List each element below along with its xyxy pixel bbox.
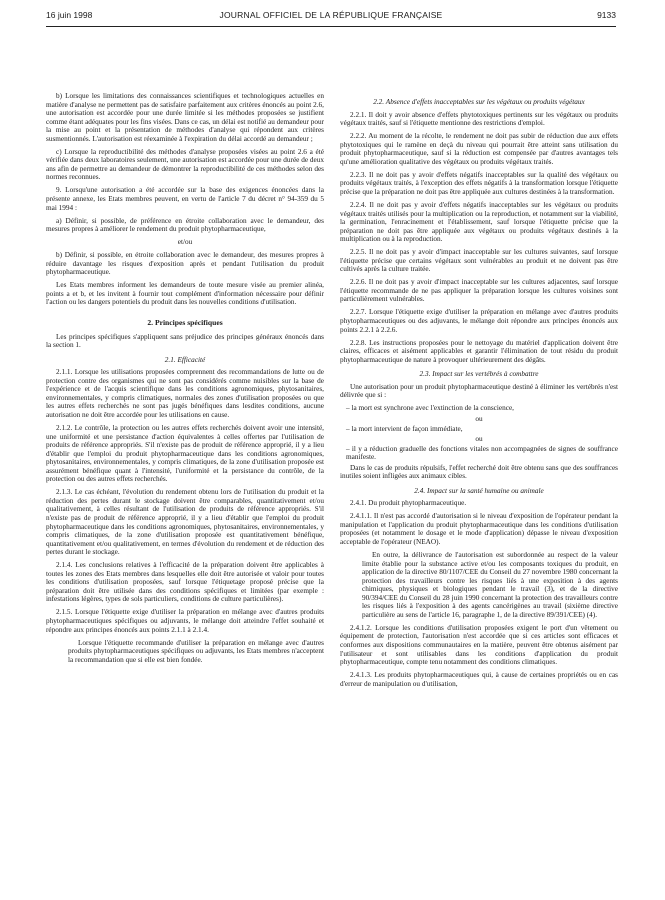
paragraph: b) Définir, si possible, en étroite collaboration avec le demandeur, des mesures propres à réduire davantage les risques d'exposition après et pendant l'utilisation du produit phytopharmaceutique. — [46, 251, 324, 277]
paragraph: 2.1.2. Le contrôle, la protection ou les autres effets recherchés doivent avoir une intensité, une uniformité et une persistance d'action équivalentes à celles offertes par l'utilisation de produits de référence appropriés. S'il n'existe pas de produit de référence approprié, il y a lieu d'établir que l'emploi du produit phytopharmaceutique dans les conditions agronomiques, phytosanitaires, environnementales, y compris climatiques, de la zone d'utilisation proposée est assurément bénéfique quant à l'intensité, l'uniformité et la persistance du contrôle, de la protection ou des autres effets recherchés. — [46, 424, 324, 484]
section-heading: 2. Principes spécifiques — [147, 318, 223, 328]
or-connector: ou — [475, 435, 483, 444]
paragraph: Dans le cas de produits répulsifs, l'effet recherché doit être obtenu sans que des souffrances inutiles soient infligées aux animaux cibles. — [340, 463, 618, 481]
or-connector: ou — [475, 414, 483, 423]
paragraph: 2.1.4. Les conclusions relatives à l'efficacité de la préparation doivent être applicables à toutes les zones des Etats membres dans lesquelles elle doit être autorisée et valoir pour toutes les conditions d'utilisation proposées, sauf lorsque l'étiquetage proposé précise que la préparation doit être utilisée dans des conditions spécifiques et limitées (par exemple : infestations légères, types de sols particuliers, conditions de culture particulières). — [46, 561, 324, 604]
paragraph: Lorsque l'étiquette recommande d'utiliser la préparation en mélange avec d'autres produits phytopharmaceutiques spécifiques ou adjuvants, les Etats membres n'acceptent la recommandation que si elle est bien fondée. — [68, 638, 324, 664]
subsection-heading: 2.4. Impact sur la santé humaine ou animale — [414, 486, 544, 495]
header-date: 16 juin 1998 — [46, 10, 93, 20]
paragraph: 2.4.1. Du produit phytopharmaceutique. — [350, 499, 467, 508]
paragraph: En outre, la délivrance de l'autorisation est subordonnée au respect de la valeur limite établie pour la substance active et/ou les composants toxiques du produit, en application de la directive 80/1107/CEE du Conseil du 27 novembre 1980 concernant la protection des travailleurs contre les risques liés à une exposition à des agents chimiques, physiques et biologiques pendant le travail (3), et de la directive 90/394/CEE du Conseil du 28 juin 1990 concernant la protection des travailleurs contre les risques liés à l'exposition à des agents cancérigènes au travail (sixième directive particulière au sens de l'article 16, paragraphe 1, de la directive 89/391/CEE) (4). — [362, 551, 618, 619]
subsection-heading: 2.3. Impact sur les vertébrés à combattre — [419, 370, 539, 379]
paragraph: 2.2.7. Lorsque l'étiquette exige d'utiliser la préparation en mélange avec d'autres produits phytopharmaceutiques ou des adjuvants, le mélange doit répondre aux principes énoncés aux points 2.2.1 à 2.2.6. — [340, 308, 618, 334]
right-column — [340, 92, 618, 693]
list-item: – la mort est synchrone avec l'extinction de la conscience, — [346, 404, 514, 413]
paragraph: 2.2.2. Au moment de la récolte, le rendement ne doit pas subir de réduction due aux effets phytotoxiques qui le ramène en deçà du niveau qui pourrait être atteint sans utilisation du produit phytopharmaceutique, sauf si la réduction est compensée par d'autres avantages tels qu'une amélioration qualitative des végétaux ou produits végétaux traités. — [340, 132, 618, 166]
paragraph: Une autorisation pour un produit phytopharmaceutique destiné à éliminer les vertébrés n'est délivrée que si : — [340, 382, 618, 400]
paragraph: 2.2.3. Il ne doit pas y avoir d'effets négatifs inacceptables sur la qualité des végétaux ou produits végétaux traités, à l'exception des effets négatifs à la transformation lorsque l'étiquette précise que la préparation ne doit pas être appliquée aux cultures destinées à la transformation. — [340, 170, 618, 196]
paragraph: 2.4.1.1. Il n'est pas accordé d'autorisation si le niveau d'exposition de l'opérateur pendant la manipulation et l'application du produit phytopharmaceutique dans les conditions d'utilisation proposées (et notamment le dosage et le mode d'application) dépasse le niveau d'exposition acceptable de l'opérateur (NEAO). — [340, 512, 618, 547]
paragraph: 9. Lorsqu'une autorisation a été accordée sur la base des exigences énoncées dans la présente annexe, les Etats membres peuvent, en vertu de l'article 7 du décret n° 94-359 du 5 mai 1994 : — [46, 186, 324, 212]
paragraph: 2.2.1. Il doit y avoir absence d'effets phytotoxiques pertinents sur les végétaux ou produits végétaux traités, sauf si l'étiquette mentionne des restrictions d'emploi. — [340, 110, 618, 128]
paragraph: 2.4.1.3. Les produits phytopharmaceutiques qui, à cause de certaines propriétés ou en cas d'erreur de manipulation ou d'utilisation, — [340, 671, 618, 688]
header-rule — [46, 26, 616, 27]
subsection-heading: 2.1. Efficacité — [164, 355, 206, 364]
paragraph: 2.1.1. Lorsque les utilisations proposées comprennent des recommandations de lutte ou de protection contre des organismes qui ne sont pas considérés comme nuisibles sur la base de l'expérience et de l'acquis scientifique dans les conditions agronomiques, phytosanitaires, environnementales, y compris climatiques, normales des zones d'utilisation proposées ou que les autres effets recherchés ne sont pas jugés bénéfiques dans lesdites conditions, aucune autorisation ne doit être accordée pour les utilisations en cause. — [46, 368, 324, 419]
paragraph: 2.1.3. Le cas échéant, l'évolution du rendement obtenu lors de l'utilisation du produit et la réduction des pertes durant le stockage doivent être comparables, quantitativement et/ou qualitativement, à celles résultant de l'utilisation de produits de référence appropriés. S'il n'existe pas de produit de référence approprié, il y a lieu d'établir que l'emploi du produit phytopharmaceutique dans les conditions agronomiques, phytosanitaires, environnementales, y compris climatiques, de la zone d'utilisation proposée est quantitativement bénéfique, quantitativement et/ou qualitativement, en termes d'évolution du rendement et de réduction des pertes durant le stockage. — [46, 488, 324, 557]
header-title: JOURNAL OFFICIEL DE LA RÉPUBLIQUE FRANÇAISE — [219, 10, 443, 20]
subsection-heading: 2.2. Absence d'effets inacceptables sur les végétaux ou produits végétaux — [373, 98, 585, 106]
paragraph: Les Etats membres informent les demandeurs de toute mesure visée au premier alinéa, points a et b, et les invitent à fournir tout complément d'information nécessaire pour définir l'action ou les dangers potentiels du produit dans les nouvelles conditions d'utilisation. — [46, 281, 324, 307]
paragraph: a) Définir, si possible, de préférence en étroite collaboration avec le demandeur, des mesures propres à améliorer le rendement du produit phytopharmaceutique, — [46, 216, 324, 234]
paragraph: 2.1.5. Lorsque l'étiquette exige d'utiliser la préparation en mélange avec d'autres produits phytopharmaceutiques spécifiques ou adjuvants, le mélange doit atteindre l'effet souhaité et répondre aux principes énoncés aux points 2.1.1 à 2.1.4. — [46, 608, 324, 634]
left-column — [46, 92, 324, 669]
page-header — [46, 8, 616, 22]
paragraph: 2.2.6. Il ne doit pas y avoir d'impact inacceptable sur les cultures adjacentes, sauf lorsque l'étiquette recommande de ne pas appliquer la préparation lorsque les cultures voisines sont particulièrement vulnérables. — [340, 278, 618, 304]
header-page-number: 9133 — [597, 10, 616, 20]
paragraph: 2.2.5. Il ne doit pas y avoir d'impact inacceptable sur les cultures suivantes, sauf lorsque l'étiquette précise que certains végétaux sont vulnérables au produit et ne doivent pas être cultivés après la culture traitée. — [340, 248, 618, 274]
paragraph: c) Lorsque la reproductibilité des méthodes d'analyse proposées visées au point 2.6 a été vérifiée dans deux laboratoires seulement, une autorisation est accordée pour une durée de deux ans afin de permettre au demandeur de démontrer la reproductibilité de ces méthodes selon des normes reconnues. — [46, 147, 324, 182]
list-item: – il y a réduction graduelle des fonctions vitales non accompagnées de signes de souffrance manifeste. — [346, 444, 618, 462]
paragraph: b) Lorsque les limitations des connaissances scientifiques et technologiques actuelles en matière d'analyse ne permettent pas de satisfaire parfaitement aux critères énoncés au point 2.6, une autorisation est accordée pour une durée limitée si les méthodes proposées se justifient comme étant adéquates pour les fins visées. Dans ce cas, un délai est notifié au demandeur pour la mise au point et la présentation de méthodes d'analyse qui répondent aux critères susmentionnés. L'autorisation est réexaminée à l'expiration du délai accordé au demandeur ; — [46, 92, 324, 143]
paragraph: Les principes spécifiques s'appliquent sans préjudice des principes généraux énoncés dans la section 1. — [46, 332, 324, 350]
list-item: – la mort intervient de façon immédiate, — [346, 424, 463, 433]
paragraph: 2.2.4. Il ne doit pas y avoir d'effets négatifs inacceptables sur les végétaux ou produits végétaux traités utilisés pour la multiplication ou la reproduction, et notamment sur la viabilité, la germination, l'enracinement et l'établissement, sauf lorsque l'étiquette précise que la préparation ne doit pas être appliquée aux végétaux ou produits végétaux destinés à la multiplication ou à la reproduction. — [340, 200, 618, 244]
paragraph: 2.2.8. Les instructions proposées pour le nettoyage du matériel d'application doivent être claires, efficaces et aisément applicables et garantir l'élimination de tout résidu du produit phytopharmaceutique de nature à provoquer ultérieurement des dégâts. — [340, 338, 618, 364]
paragraph: 2.4.1.2. Lorsque les conditions d'utilisation proposées exigent le port d'un vêtement ou équipement de protection, l'autorisation n'est accordée que si ces articles sont efficaces et conformes aux dispositions communautaires en la matière, peuvent être obtenus aisément par l'utilisateur et sont utilisables dans les conditions d'application du produit phytopharmaceutique, compte tenu notamment des conditions climatiques. — [340, 623, 618, 667]
and-or-connector: et/ou — [177, 238, 193, 247]
